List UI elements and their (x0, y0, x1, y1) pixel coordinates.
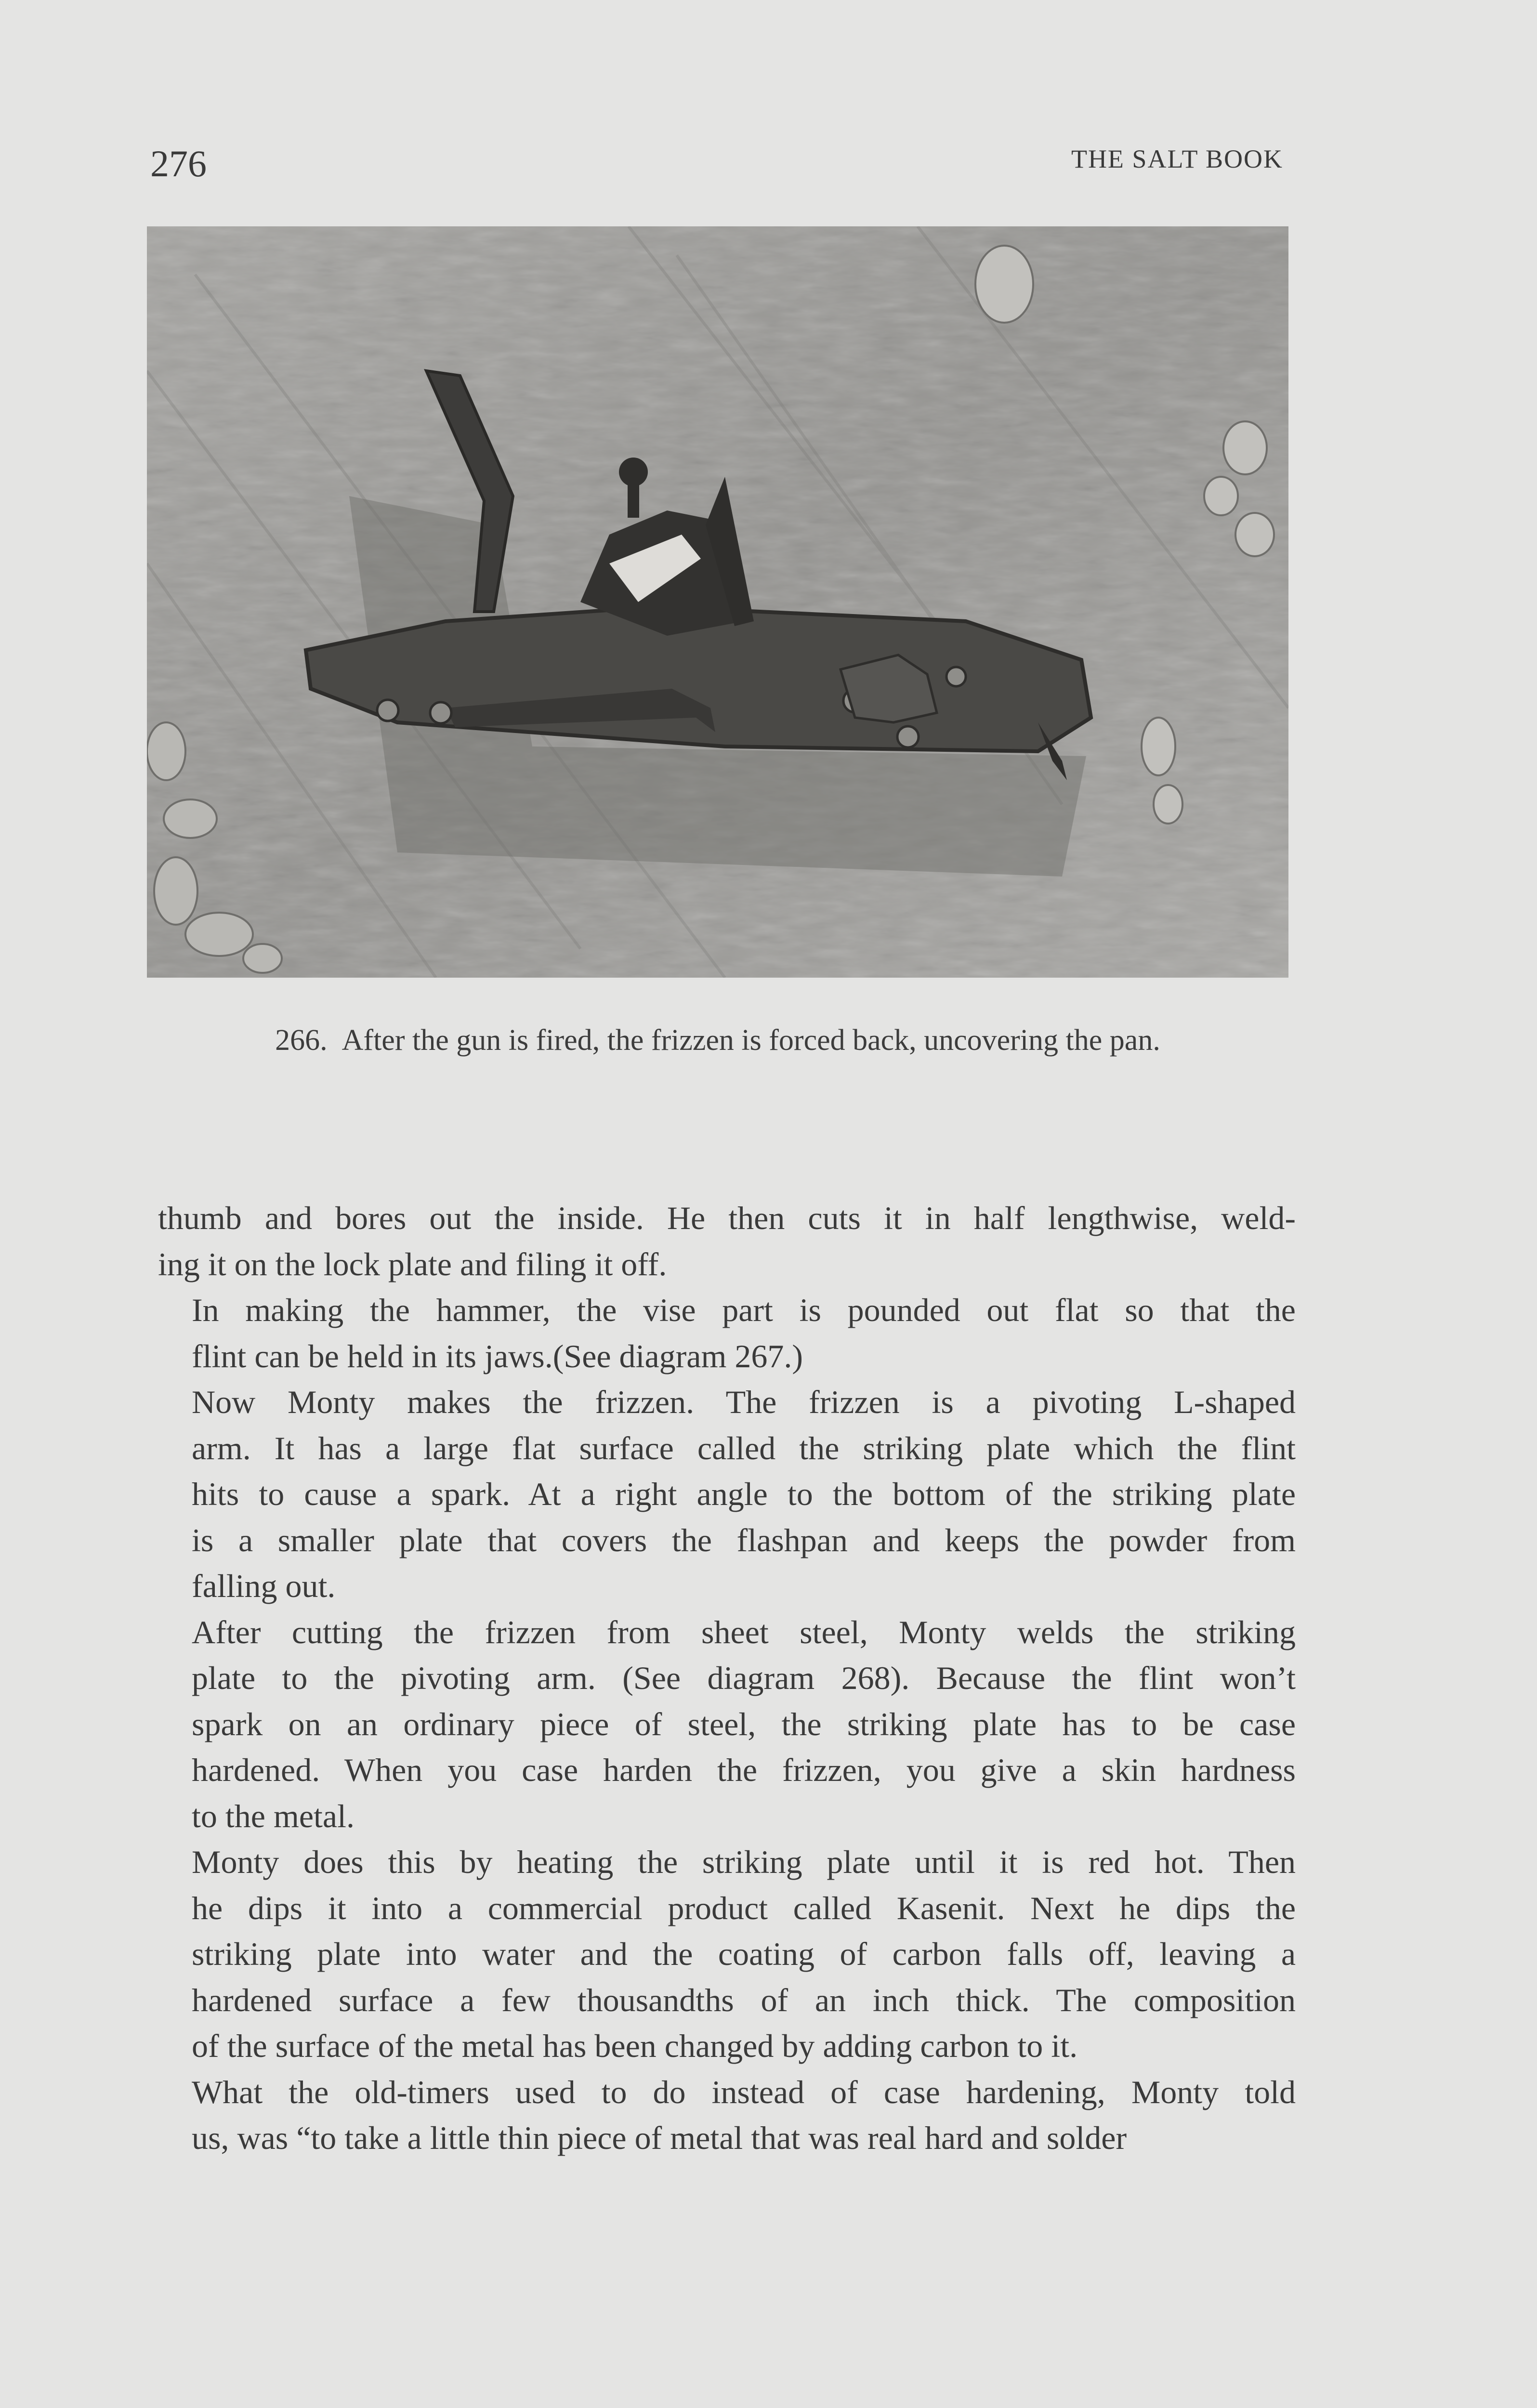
text-line: After cutting the frizzen from sheet steel, Monty welds the striking (192, 1613, 1296, 1650)
figure-caption-text: After the gun is fired, the frizzen is forced back, uncovering the pan. (342, 1024, 1160, 1057)
text-line: hardened. When you case harden the frizzen, you give a skin hardness (192, 1752, 1296, 1788)
flintlock-photo (147, 226, 1288, 978)
top-jaw-screw (619, 458, 648, 486)
page-number: 276 (150, 143, 207, 184)
body-text (158, 1195, 1296, 2161)
book-title: THE SALT BOOK (1071, 144, 1283, 173)
figure-number: 266. (275, 1024, 328, 1057)
text-line: of the surface of the metal has been changed by adding carbon to it. (192, 2028, 1078, 2064)
text-line: to the metal. (192, 1797, 355, 1834)
paragraph (158, 1195, 1296, 1287)
text-line: thumb and bores out the inside. He then cuts it in half lengthwise, weld- (158, 1200, 1296, 1236)
text-line: plate to the pivoting arm. (See diagram 268). Because the flint won’t (192, 1660, 1296, 1696)
text-line: hardened surface a few thousandths of an inch thick. The composition (192, 1981, 1296, 2018)
figure-caption (147, 1014, 1288, 1067)
paragraph (158, 1379, 1296, 1610)
paragraph (158, 1287, 1296, 1379)
paragraph (158, 1610, 1296, 1840)
running-head (150, 135, 1283, 193)
text-line: us, was “to take a little thin piece of metal that was real hard and solder (192, 2120, 1127, 2156)
text-line: is a smaller plate that covers the flashpan and keeps the powder from (192, 1521, 1296, 1558)
text-line: Monty does this by heating the striking plate until it is red hot. Then (192, 1844, 1296, 1880)
text-line: arm. It has a large flat surface called the striking plate which the flint (192, 1429, 1296, 1466)
text-line: Now Monty makes the frizzen. The frizzen is a pivoting L-shaped (192, 1384, 1296, 1420)
text-line: ing it on the lock plate and filing it off. (158, 1245, 667, 1283)
text-line: flint can be held in its jaws.(See diagram 267.) (192, 1337, 803, 1374)
text-line: spark on an ordinary piece of steel, the striking plate has to be case (192, 1705, 1296, 1742)
paragraph (158, 1839, 1296, 2069)
text-line: falling out. (192, 1568, 336, 1604)
text-line: In making the hammer, the vise part is pounded out flat so that the (192, 1292, 1296, 1328)
text-line: What the old-timers used to do instead of case hardening, Monty told (192, 2073, 1296, 2110)
flintlock-on-rock-image (147, 226, 1288, 978)
paragraph (158, 2069, 1296, 2161)
text-line: he dips it into a commercial product called Kasenit. Next he dips the (192, 1889, 1296, 1926)
text-line: striking plate into water and the coating of carbon falls off, leaving a (192, 1936, 1296, 1972)
text-line: hits to cause a spark. At a right angle to the bottom of the striking plate (192, 1476, 1296, 1512)
